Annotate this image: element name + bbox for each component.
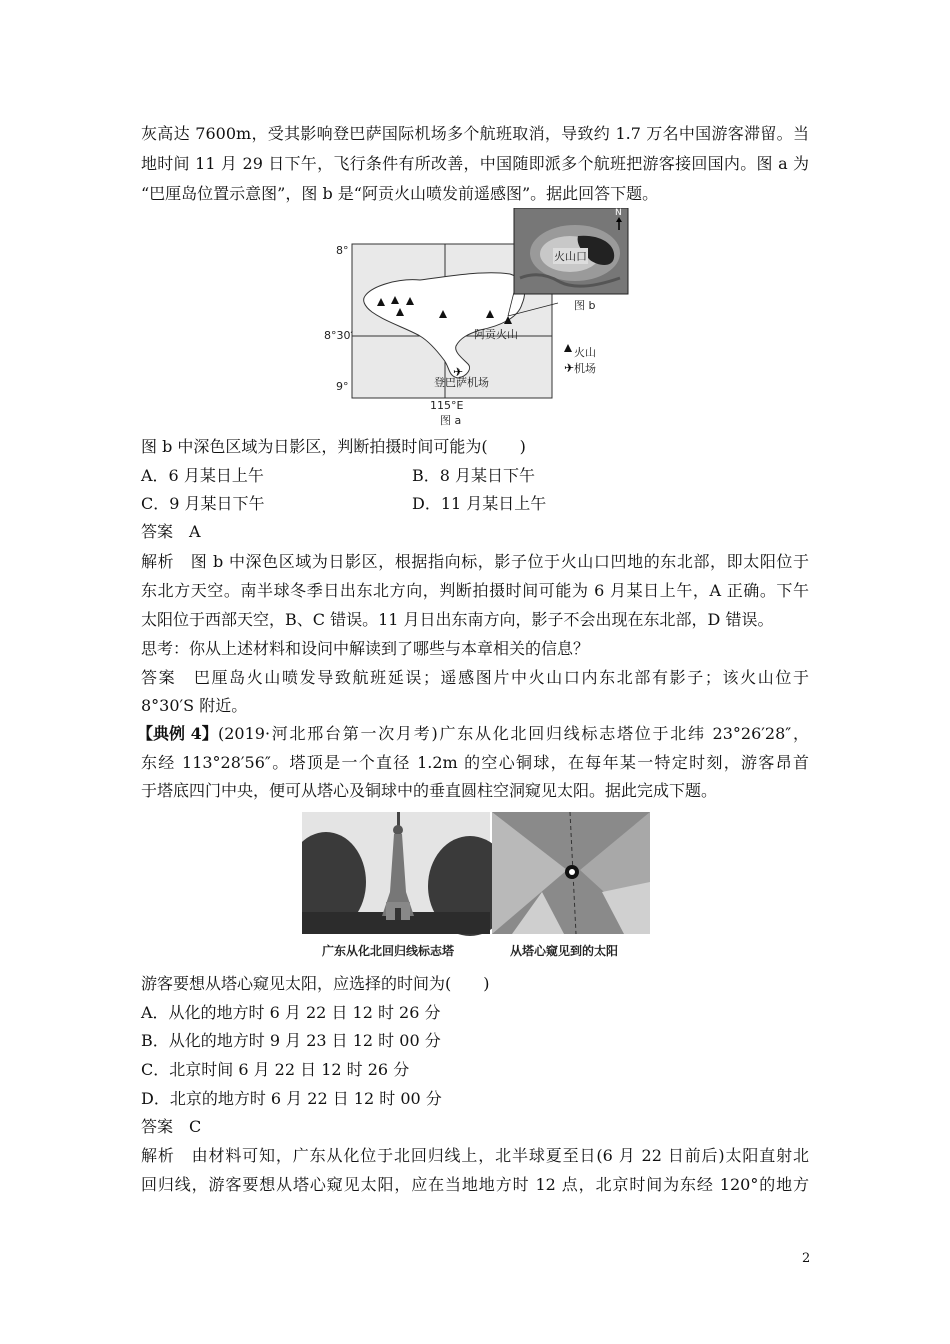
photo-right-caption: 从塔心窥见到的太阳 <box>510 944 619 958</box>
photo-figure <box>302 812 650 962</box>
option-d: D．11 月某日上午 <box>412 494 547 513</box>
option-c: C．北京时间 6 月 22 日 12 时 26 分 <box>141 1060 410 1079</box>
question-stem: 游客要想从塔心窥见太阳，应选择的时间为( ) <box>141 974 490 993</box>
analysis-line: 解析 由材料可知，广东从化位于北回归线上，北半球夏至日(6 月 22 日前后)太阳直射北 <box>141 1146 809 1165</box>
think-answer-line: 8°30′S 附近。 <box>141 696 248 715</box>
latitude-label: 8° <box>336 244 349 257</box>
paragraph-line: “巴厘岛位置示意图”，图 b 是“阿贡火山喷发前遥感图”。据此回答下题。 <box>141 184 659 203</box>
think-answer-line: 答案 巴厘岛火山喷发导致航班延误；遥感图片中火山口内东北部有影子；该火山位于 <box>141 668 809 687</box>
paragraph-line: 灰高达 7600m，受其影响登巴萨国际机场多个航班取消，导致约 1.7 万名中国游客滞留。当 <box>141 124 809 143</box>
airport-name-label: 登巴萨机场 <box>434 376 489 389</box>
example-line: 东经 113°28′56″。塔顶是一个直径 1.2m 的空心铜球，在每年某一特定时刻，游客昂首 <box>141 753 809 772</box>
option-b: B．8 月某日下午 <box>412 466 536 485</box>
think-question: 思考：你从上述材料和设问中解读到了哪些与本章相关的信息？ <box>141 639 590 658</box>
analysis-line: 回归线，游客要想从塔心窥见太阳，应在当地地方时 12 点，北京时间为东经 120°的地方 <box>141 1175 809 1194</box>
legend-airport-label: 机场 <box>574 362 596 375</box>
svg-text:✈: ✈ <box>564 361 575 375</box>
figure-a-caption: 图 a <box>440 414 462 427</box>
latitude-label: 9° <box>336 380 349 393</box>
example-line: (2019·河北邢台第一次月考)广东从化北回归线标志塔位于北纬 23°26′28″， <box>218 724 809 743</box>
option-c: C．9 月某日下午 <box>141 494 265 513</box>
example-line: 于塔底四门中央，便可从塔心及铜球中的垂直圆柱空洞窥见太阳。据此完成下题。 <box>141 781 718 800</box>
bali-map <box>320 208 640 428</box>
analysis-line: 太阳位于西部天空，B、C 错误。11 月日出东南方向，影子不会出现在东北部，D 错误。 <box>141 610 774 629</box>
bali-map-figure <box>320 208 640 428</box>
analysis-line: 东北方天空。南半球冬季日出东北方向，判断拍摄时间可能为 6 月某日上午，A 正确。下午 <box>141 581 809 600</box>
option-a: A．6 月某日上午 <box>141 466 264 485</box>
answer: 答案 C <box>141 1117 202 1136</box>
option-a: A．从化的地方时 6 月 22 日 12 时 26 分 <box>141 1003 441 1022</box>
longitude-label: 115°E <box>430 399 464 412</box>
question-stem: 图 b 中深色区域为日影区，判断拍摄时间可能为( ) <box>141 437 526 456</box>
volcano-name-label: 阿贡火山 <box>474 328 518 341</box>
analysis-line: 解析 图 b 中深色区域为日影区，根据指向标，影子位于火山口凹地的东北部，即太阳位于 <box>141 552 809 571</box>
option-b: B．从化的地方时 9 月 23 日 12 时 00 分 <box>141 1031 441 1050</box>
photo-left-caption: 广东从化北回归线标志塔 <box>322 944 455 958</box>
photo-pair <box>302 812 650 936</box>
svg-text:✈: ✈ <box>453 365 464 379</box>
option-d: D．北京的地方时 6 月 22 日 12 时 00 分 <box>141 1089 442 1108</box>
paragraph-line: 地时间 11 月 29 日下午，飞行条件有所改善，中国随即派多个航班把游客接回国内。图 a 为 <box>141 154 809 173</box>
answer: 答案 A <box>141 522 201 541</box>
figure-b-caption: 图 b <box>574 299 596 312</box>
example-tag: 【典例 4】 <box>137 724 218 743</box>
page-number: 2 <box>802 1251 811 1266</box>
crater-label: 火山口 <box>554 250 587 263</box>
latitude-label: 8°30′ <box>324 329 353 342</box>
legend-volcano-label: 火山 <box>574 346 596 359</box>
north-label: N <box>615 208 622 218</box>
